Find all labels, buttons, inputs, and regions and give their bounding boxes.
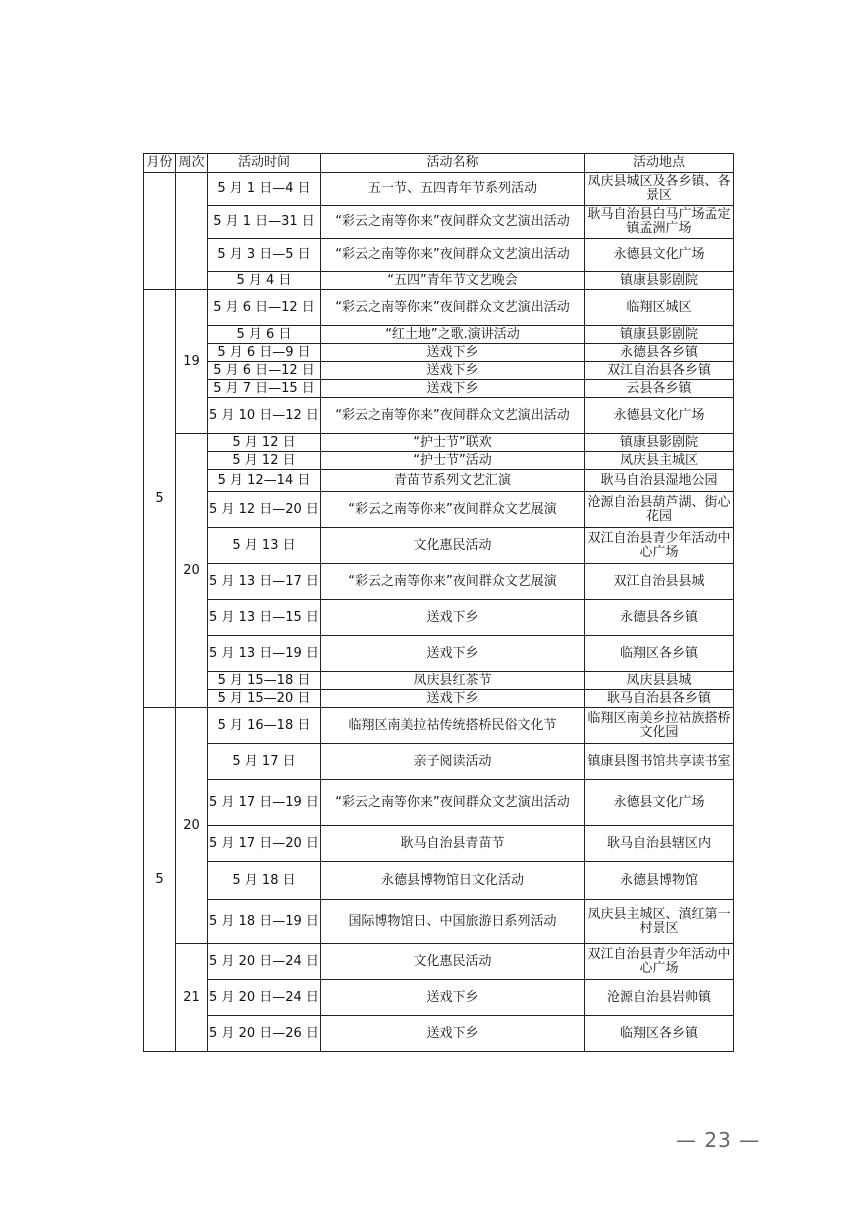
table-row [144, 826, 734, 862]
week-cell: 21 [176, 944, 208, 1052]
table-row [144, 564, 734, 600]
activity-time-cell: 5 月 16—18 日 [208, 708, 321, 744]
activity-time-cell: 5 月 13 日 [208, 528, 321, 564]
activity-time-cell: 5 月 13 日—17 日 [208, 564, 321, 600]
activity-name-cell: 五一节、五四青年节系列活动 [321, 173, 585, 206]
activity-name-cell: 亲子阅读活动 [321, 744, 585, 780]
activity-time-cell: 5 月 15—18 日 [208, 672, 321, 690]
activity-name-cell: “彩云之南等你来”夜间群众文艺演出活动 [321, 290, 585, 326]
header-week: 周次 [176, 154, 208, 173]
activity-name-cell: 送戏下乡 [321, 980, 585, 1016]
activity-time-cell: 5 月 18 日 [208, 862, 321, 900]
table-row [144, 452, 734, 470]
activity-name-cell: 送戏下乡 [321, 690, 585, 708]
table-row [144, 708, 734, 744]
activity-time-cell: 5 月 4 日 [208, 272, 321, 290]
header-activity-name: 活动名称 [321, 154, 585, 173]
activity-time-cell: 5 月 17 日 [208, 744, 321, 780]
activity-name-cell: “护士节”活动 [321, 452, 585, 470]
activity-location-cell: 双江自治县各乡镇 [585, 362, 734, 380]
table-row [144, 600, 734, 636]
table-row [144, 470, 734, 492]
activity-name-cell: “彩云之南等你来”夜间群众文艺展演 [321, 492, 585, 528]
table-row [144, 636, 734, 672]
activity-location-cell: 耿马自治县湿地公园 [585, 470, 734, 492]
activity-schedule-table [143, 153, 734, 1052]
table-row [144, 398, 734, 434]
activity-time-cell: 5 月 3 日—5 日 [208, 239, 321, 272]
activity-location-cell: 双江自治县青少年活动中心广场 [585, 944, 734, 980]
activity-name-cell: 文化惠民活动 [321, 528, 585, 564]
activity-location-cell: 耿马自治县各乡镇 [585, 690, 734, 708]
table-row [144, 239, 734, 272]
activity-location-cell: 凤庆县主城区、滇红第一村景区 [585, 900, 734, 944]
activity-location-cell: 永德县文化广场 [585, 239, 734, 272]
activity-time-cell: 5 月 10 日—12 日 [208, 398, 321, 434]
activity-location-cell: 凤庆县主城区 [585, 452, 734, 470]
activity-name-cell: “彩云之南等你来”夜间群众文艺演出活动 [321, 398, 585, 434]
activity-name-cell: 送戏下乡 [321, 362, 585, 380]
activity-location-cell: 镇康县影剧院 [585, 434, 734, 452]
activity-time-cell: 5 月 20 日—24 日 [208, 980, 321, 1016]
activity-location-cell: 镇康县影剧院 [585, 272, 734, 290]
activity-name-cell: 青苗节系列文艺汇演 [321, 470, 585, 492]
activity-time-cell: 5 月 6 日—12 日 [208, 362, 321, 380]
table-row [144, 944, 734, 980]
activity-location-cell: 永德县文化广场 [585, 398, 734, 434]
table-row [144, 744, 734, 780]
activity-time-cell: 5 月 1 日—4 日 [208, 173, 321, 206]
activity-location-cell: 凤庆县县城 [585, 672, 734, 690]
activity-name-cell: 送戏下乡 [321, 600, 585, 636]
table-row [144, 362, 734, 380]
activity-location-cell: 双江自治县青少年活动中心广场 [585, 528, 734, 564]
month-cell: 5 [144, 708, 176, 1052]
activity-time-cell: 5 月 12—14 日 [208, 470, 321, 492]
activity-name-cell: 耿马自治县青苗节 [321, 826, 585, 862]
activity-time-cell: 5 月 12 日 [208, 434, 321, 452]
activity-name-cell: “护士节”联欢 [321, 434, 585, 452]
table-row [144, 206, 734, 239]
table-row [144, 528, 734, 564]
activity-location-cell: 镇康县图书馆共享读书室 [585, 744, 734, 780]
activity-location-cell: 沧源自治县岩帅镇 [585, 980, 734, 1016]
week-cell: 20 [176, 708, 208, 944]
month-cell [144, 173, 176, 290]
activity-name-cell: “彩云之南等你来”夜间群众文艺演出活动 [321, 206, 585, 239]
activity-name-cell: “彩云之南等你来”夜间群众文艺演出活动 [321, 780, 585, 826]
activity-time-cell: 5 月 6 日—9 日 [208, 344, 321, 362]
activity-name-cell: 永德县博物馆日文化活动 [321, 862, 585, 900]
table-row [144, 326, 734, 344]
header-time: 活动时间 [208, 154, 321, 173]
activity-name-cell: “红土地”之歌.演讲活动 [321, 326, 585, 344]
activity-time-cell: 5 月 1 日—31 日 [208, 206, 321, 239]
week-cell [176, 173, 208, 290]
activity-location-cell: 沧源自治县葫芦湖、街心花园 [585, 492, 734, 528]
activity-time-cell: 5 月 17 日—19 日 [208, 780, 321, 826]
table-row [144, 862, 734, 900]
activity-time-cell: 5 月 6 日—12 日 [208, 290, 321, 326]
activity-time-cell: 5 月 12 日 [208, 452, 321, 470]
activity-time-cell: 5 月 17 日—20 日 [208, 826, 321, 862]
activity-time-cell: 5 月 6 日 [208, 326, 321, 344]
activity-time-cell: 5 月 18 日—19 日 [208, 900, 321, 944]
activity-time-cell: 5 月 20 日—24 日 [208, 944, 321, 980]
table-row [144, 780, 734, 826]
table-row [144, 980, 734, 1016]
activity-location-cell: 临翔区各乡镇 [585, 1016, 734, 1052]
activity-location-cell: 耿马自治县辖区内 [585, 826, 734, 862]
table-row [144, 900, 734, 944]
activity-name-cell: 文化惠民活动 [321, 944, 585, 980]
activity-location-cell: 凤庆县城区及各乡镇、各景区 [585, 173, 734, 206]
table-header-row [144, 154, 734, 173]
header-location: 活动地点 [585, 154, 734, 173]
activity-time-cell: 5 月 20 日—26 日 [208, 1016, 321, 1052]
activity-location-cell: 永德县各乡镇 [585, 344, 734, 362]
activity-time-cell: 5 月 15—20 日 [208, 690, 321, 708]
activity-location-cell: 永德县文化广场 [585, 780, 734, 826]
activity-location-cell: 双江自治县县城 [585, 564, 734, 600]
activity-name-cell: 送戏下乡 [321, 344, 585, 362]
table-row [144, 380, 734, 398]
activity-location-cell: 云县各乡镇 [585, 380, 734, 398]
activity-time-cell: 5 月 12 日—20 日 [208, 492, 321, 528]
activity-name-cell: 送戏下乡 [321, 636, 585, 672]
activity-location-cell: 临翔区城区 [585, 290, 734, 326]
activity-location-cell: 临翔区各乡镇 [585, 636, 734, 672]
activity-location-cell: 永德县博物馆 [585, 862, 734, 900]
table-row [144, 173, 734, 206]
header-month: 月份 [144, 154, 176, 173]
activity-name-cell: 国际博物馆日、中国旅游日系列活动 [321, 900, 585, 944]
activity-name-cell: “彩云之南等你来”夜间群众文艺展演 [321, 564, 585, 600]
table-row [144, 290, 734, 326]
activity-location-cell: 镇康县影剧院 [585, 326, 734, 344]
table-row [144, 272, 734, 290]
table-row [144, 1016, 734, 1052]
activity-location-cell: 临翔区南美乡拉祜族搭桥文化园 [585, 708, 734, 744]
month-cell: 5 [144, 290, 176, 708]
activity-name-cell: 送戏下乡 [321, 1016, 585, 1052]
table-row [144, 672, 734, 690]
table-row [144, 434, 734, 452]
activity-location-cell: 永德县各乡镇 [585, 600, 734, 636]
activity-time-cell: 5 月 13 日—15 日 [208, 600, 321, 636]
page-number: — 23 — [676, 1128, 761, 1152]
table-row [144, 690, 734, 708]
activity-name-cell: 送戏下乡 [321, 380, 585, 398]
activity-name-cell: 凤庆县红茶节 [321, 672, 585, 690]
week-cell: 20 [176, 434, 208, 708]
activity-name-cell: “五四”青年节文艺晚会 [321, 272, 585, 290]
activity-time-cell: 5 月 13 日—19 日 [208, 636, 321, 672]
week-cell: 19 [176, 290, 208, 434]
table-row [144, 492, 734, 528]
activity-name-cell: “彩云之南等你来”夜间群众文艺演出活动 [321, 239, 585, 272]
table-row [144, 344, 734, 362]
activity-name-cell: 临翔区南美拉祜传统搭桥民俗文化节 [321, 708, 585, 744]
activity-time-cell: 5 月 7 日—15 日 [208, 380, 321, 398]
activity-location-cell: 耿马自治县白马广场孟定镇孟洲广场 [585, 206, 734, 239]
